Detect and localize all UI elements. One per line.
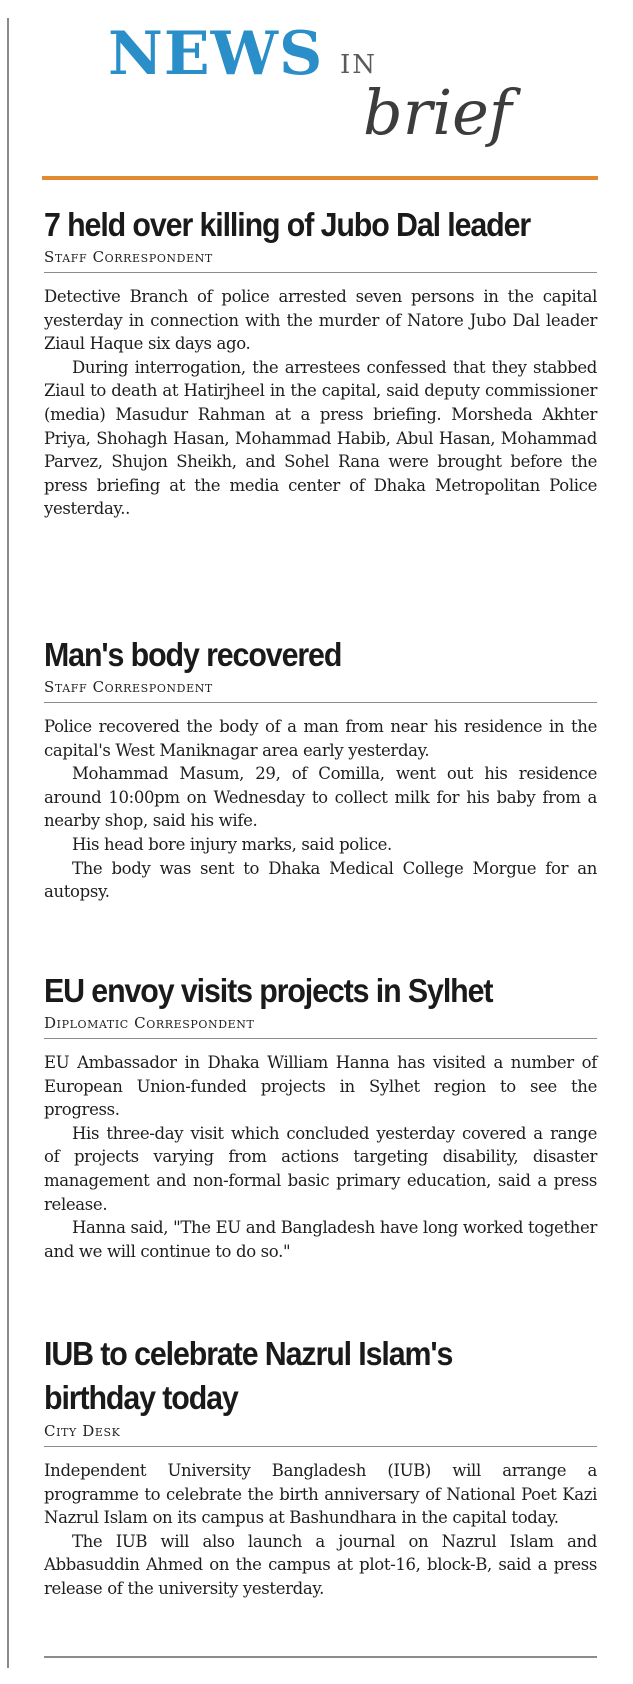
article-headline: Man's body recovered [44, 636, 342, 673]
left-column-rule [7, 18, 9, 1668]
article-iub-nazrul [44, 1332, 597, 1601]
masthead-divider [42, 176, 598, 180]
article-body [44, 285, 597, 521]
article-headline: IUB to celebrate Nazrul Islam's birthday today [44, 1335, 453, 1416]
article-paragraph: Mohammad Masum, 29, of Comilla, went out his residence around 10:00pm on Wednesday to collect milk for his baby from a nearby shop, said his wife. [44, 764, 597, 831]
article-paragraph: The IUB will also launch a journal on Nazrul Islam and Abbasuddin Ahmed on the campus at plot-16, block-B, said a press release of the university yesterday. [44, 1531, 597, 1598]
article-paragraph: His head bore injury marks, said police. [72, 834, 392, 854]
article-paragraph: During interrogation, the arrestees confessed that they stabbed Ziaul to death at Hatirjheel in the capital, said deputy commissioner (media) Masudur Rahman at a press briefing. Morsheda Akhter Priya, Shohagh Hasan, Mohammad Habib, Abul Hasan, Mohammad Parvez, Shujon Sheikh, and Sohel Rana were brought before the press briefing at the media center of Dhaka Metropolitan Police yesterday.. [44, 357, 597, 519]
article-paragraph: EU Ambassador in Dhaka William Hanna has visited a number of European Union-funded projects in Sylhet region to see the progress. [44, 1053, 597, 1120]
article-byline: Staff Correspondent [44, 678, 597, 703]
masthead-in: IN [340, 50, 378, 80]
article-body [44, 715, 597, 904]
article-paragraph: Hanna said, "The EU and Bangladesh have long worked together and we will continue to do so." [44, 1218, 597, 1261]
article-jubo-dal [44, 204, 597, 521]
article-headline: 7 held over killing of Jubo Dal leader [44, 206, 531, 243]
news-in-brief-masthead [108, 19, 568, 174]
article-byline: Staff Correspondent [44, 248, 597, 273]
article-byline: City Desk [44, 1422, 597, 1447]
article-paragraph: Police recovered the body of a man from near his residence in the capital's West Maniknagar area early yesterday. [44, 717, 597, 760]
article-body [44, 1459, 597, 1601]
article-paragraph: His three-day visit which concluded yesterday covered a range of projects varying from actions targeting disability, disaster management and non-formal basic primary education, said a press release. [44, 1123, 597, 1214]
article-eu-envoy [44, 970, 597, 1263]
article-body [44, 1051, 597, 1263]
article-body-recovered [44, 634, 597, 904]
article-paragraph: Independent University Bangladesh (IUB) will arrange a programme to celebrate the birth anniversary of National Poet Kazi Nazrul Islam on its campus at Bashundhara in the capital today. [44, 1461, 597, 1528]
article-paragraph: The body was sent to Dhaka Medical College Morgue for an autopsy. [44, 858, 597, 902]
masthead-news: NEWS [108, 19, 324, 89]
article-headline: EU envoy visits projects in Sylhet [44, 972, 493, 1009]
article-byline: Diplomatic Correspondent [44, 1014, 597, 1039]
bottom-divider [44, 1656, 597, 1658]
masthead-brief: brief [363, 76, 512, 149]
article-paragraph: Detective Branch of police arrested seven persons in the capital yesterday in connection with the murder of Natore Jubo Dal leader Ziaul Haque six days ago. [44, 287, 597, 354]
